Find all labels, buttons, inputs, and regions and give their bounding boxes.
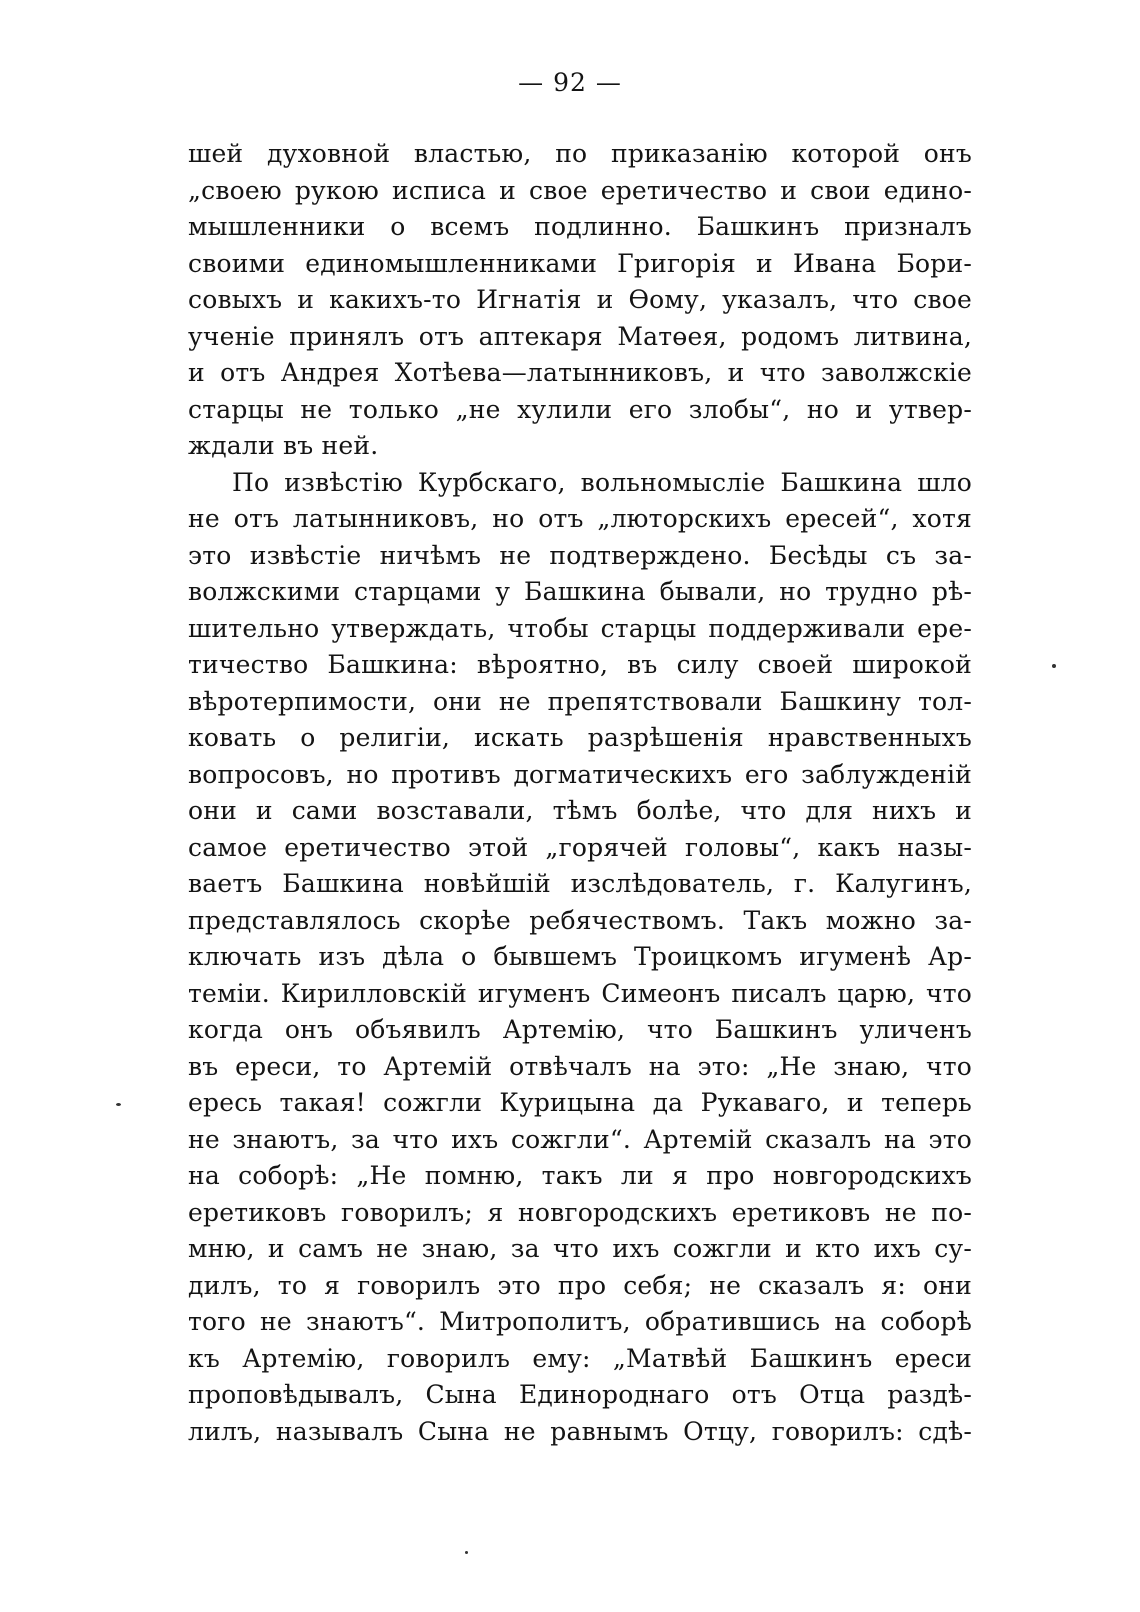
- text-line: совыхъ и какихъ-то Игнатія и Өому, указалъ, что свое: [188, 285, 972, 314]
- text-line: въ ереси, то Артемій отвѣчалъ на это: „Не знаю, что: [188, 1051, 972, 1081]
- text-line: старцы не только „не хулили его злобы“, но и утвер-: [188, 394, 972, 424]
- scan-speck: [1052, 664, 1056, 668]
- scan-speck: [116, 1103, 121, 1106]
- text-line: мышленники о всемъ подлинно. Башкинъ призналъ: [188, 212, 972, 241]
- page-number: — 92 —: [518, 68, 622, 97]
- text-line: вѣротерпимости, они не препятствовали Башкину тол-: [188, 686, 972, 716]
- text-line: „своею рукою исписа и свое еретичество и свои едино-: [188, 175, 972, 205]
- text-line: ковать о религіи, искать разрѣшенія нравственныхъ: [188, 723, 972, 752]
- text-line: представлялось скорѣе ребячествомъ. Такъ можно за-: [188, 905, 972, 935]
- text-line: По извѣстію Курбскаго, вольномысліе Башкина шло: [232, 467, 972, 497]
- text-line: тичество Башкина: вѣроятно, въ силу своей широкой: [188, 650, 972, 679]
- text-line: на соборѣ: „Не помню, такъ ли я про новгородскихъ: [188, 1161, 972, 1190]
- text-line: своими единомышленниками Григорія и Ивана Бори-: [188, 248, 972, 278]
- text-line: не отъ латынниковъ, но отъ „люторскихъ ересей“, хотя: [188, 504, 972, 533]
- text-line: мню, и самъ не знаю, за что ихъ сожгли и кто ихъ су-: [188, 1234, 972, 1263]
- text-line: еретиковъ говорилъ; я новгородскихъ еретиковъ не по-: [188, 1197, 972, 1227]
- text-line: не знаютъ, за что ихъ сожгли“. Артемій сказалъ на это: [188, 1124, 972, 1154]
- text-line: вопросовъ, но противъ догматическихъ его заблужденій: [188, 759, 972, 789]
- text-line: ключать изъ дѣла о бывшемъ Троицкомъ игуменѣ Ар-: [188, 942, 972, 971]
- body-text: [188, 136, 972, 1450]
- text-line: проповѣдывалъ, Сына Единороднаго отъ Отца раздѣ-: [188, 1380, 972, 1409]
- text-line: теміи. Кирилловскій игуменъ Симеонъ писалъ царю, что: [188, 978, 972, 1008]
- text-line: къ Артемію, говорилъ ему: „Матвѣй Башкинъ ереси: [188, 1343, 972, 1373]
- text-line: ваетъ Башкина новѣйшій изслѣдователь, г. Калугинъ,: [188, 869, 972, 898]
- paragraph-2: [188, 465, 972, 1451]
- text-line: шей духовной властью, по приказанію которой онъ: [188, 139, 972, 168]
- text-line: ученіе принялъ отъ аптекаря Матөея, родомъ литвина,: [188, 321, 972, 351]
- text-line: того не знаютъ“. Митрополитъ, обратившись на соборѣ: [188, 1307, 972, 1336]
- text-line: лилъ, называлъ Сына не равнымъ Отцу, говорилъ: сдѣ-: [188, 1416, 972, 1446]
- text-line: и отъ Андрея Хотѣева—латынниковъ, и что заволжскіе: [188, 358, 972, 387]
- text-line: это извѣстіе ничѣмъ не подтверждено. Бесѣды съ за-: [188, 540, 972, 570]
- text-line: они и сами возставали, тѣмъ болѣе, что для нихъ и: [188, 796, 972, 825]
- scan-speck: [465, 1551, 468, 1554]
- text-line: шительно утверждать, чтобы старцы поддерживали ере-: [188, 613, 972, 643]
- text-line: когда онъ объявилъ Артемію, что Башкинъ уличенъ: [188, 1015, 972, 1044]
- text-line: ересь такая! сожгли Курицына да Рукаваго, и теперь: [188, 1088, 972, 1117]
- text-line: ждали въ ней.: [188, 431, 379, 460]
- paragraph-1: [188, 136, 972, 465]
- text-line: дилъ, то я говорилъ это про себя; не сказалъ я: они: [188, 1270, 972, 1300]
- text-line: волжскими старцами у Башкина бывали, но трудно рѣ-: [188, 577, 972, 606]
- text-line: самое еретичество этой „горячей головы“, какъ назы-: [188, 832, 972, 862]
